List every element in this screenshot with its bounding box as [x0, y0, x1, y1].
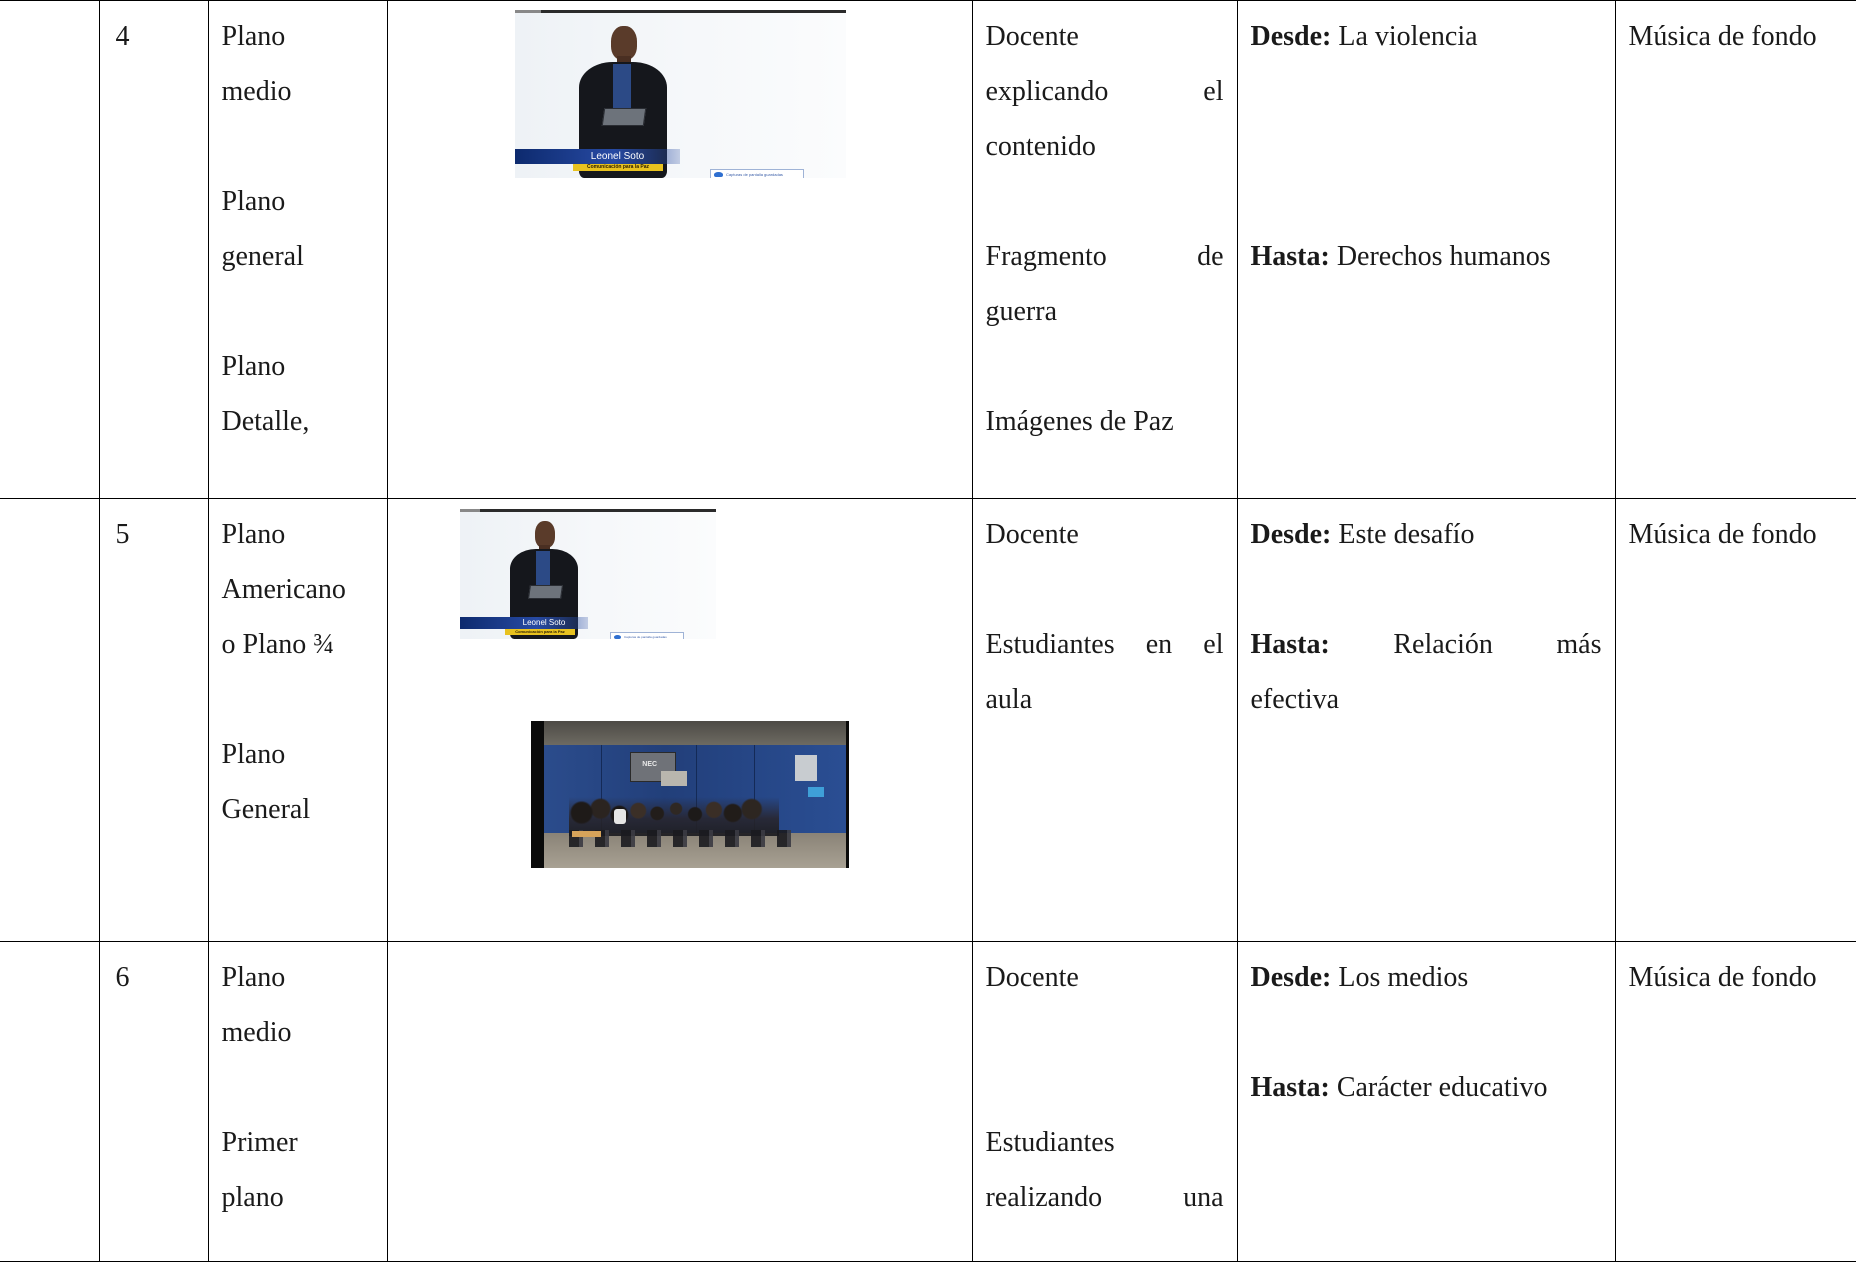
projector: [661, 771, 686, 786]
description-text: Docente: [985, 21, 1079, 52]
description-line: [986, 617, 1224, 672]
scene-number-cell: [99, 942, 208, 1262]
description-text: Docente: [985, 519, 1079, 550]
storyboard-row-5: [0, 499, 1856, 942]
shot-type-text: Americano: [221, 574, 346, 605]
to-value: Carácter educativo: [1329, 1072, 1548, 1103]
text-range-to: [1251, 617, 1602, 672]
shot-type-text: Plano: [221, 21, 286, 52]
shot-type-text: medio: [221, 1017, 292, 1048]
shot-type-text: Plano: [221, 739, 286, 770]
row-gutter: [0, 1, 99, 499]
description-word: en: [1145, 629, 1173, 660]
text-range-cell: [1237, 1, 1615, 499]
shot-type-cell: [208, 942, 387, 1262]
presenter-name: Leonel Soto: [590, 151, 645, 162]
audio-cell: [1615, 499, 1856, 942]
shot-type-text: Plano: [221, 519, 286, 550]
shot-type-text: Primer: [221, 1127, 298, 1158]
text-range-from: [1251, 9, 1602, 64]
program-label-bar: [505, 629, 575, 635]
text-range-from: [1251, 507, 1602, 562]
shot-type-text: general: [221, 241, 304, 272]
screenshot-saved-toast: [610, 632, 684, 639]
shot-type-cell: [208, 499, 387, 942]
description-line: [986, 1170, 1224, 1225]
description-word: el: [1203, 76, 1224, 107]
description-word: una: [1183, 1182, 1224, 1213]
scene-number: 5: [115, 519, 130, 550]
description-word: el: [1203, 629, 1224, 660]
toast-text: Capturas de pantalla guardadas: [624, 634, 667, 639]
audio-text: Música de fondo: [1628, 519, 1817, 550]
to-label: Hasta:: [1250, 1072, 1330, 1103]
audio-cell: [1615, 942, 1856, 1262]
from-label: Desde:: [1250, 519, 1332, 550]
monitor: [808, 787, 824, 797]
description-text: aula: [985, 684, 1033, 715]
from-value: La violencia: [1331, 21, 1478, 52]
shot-type-text: o Plano ¾: [221, 629, 335, 660]
scene-number: 4: [115, 21, 130, 52]
to-label: Hasta:: [1250, 629, 1330, 660]
to-value-continued: efectiva: [1250, 684, 1340, 715]
text-range-cell: [1237, 942, 1615, 1262]
shot-type-text: General: [221, 794, 311, 825]
shot-type-text: Detalle,: [221, 406, 310, 437]
text-range-to: [1251, 1060, 1602, 1115]
audio-cell: [1615, 1, 1856, 499]
from-value: Este desafío: [1331, 519, 1475, 550]
to-value-word: Relación: [1393, 629, 1493, 660]
presenter-name-bar: [515, 149, 680, 164]
shot-type-text: Plano: [221, 186, 286, 217]
to-value-word: más: [1556, 629, 1602, 660]
row-gutter: [0, 942, 99, 1262]
screenshot-saved-toast: [710, 169, 804, 178]
audio-text: Música de fondo: [1628, 21, 1817, 52]
description-cell: [972, 942, 1237, 1262]
toast-text: Capturas de pantalla guardadas: [726, 172, 783, 177]
description-word: realizando: [985, 1182, 1103, 1213]
description-text: contenido: [985, 131, 1096, 162]
description-text: Docente: [985, 962, 1079, 993]
shot-type-text: medio: [221, 76, 292, 107]
video-top-bar: [515, 10, 846, 13]
from-label: Desde:: [1250, 21, 1332, 52]
presenter-video-still: [515, 10, 846, 178]
description-line: [986, 229, 1224, 284]
description-word: de: [1197, 241, 1224, 272]
program-label: Comunicación para la Paz: [515, 629, 565, 634]
description-cell: [972, 499, 1237, 942]
scene-number-cell: [99, 499, 208, 942]
description-word: Estudiantes: [985, 629, 1115, 660]
cloud-icon: [714, 172, 723, 177]
program-label: Comunicación para la Paz: [587, 164, 649, 170]
text-range-from: [1251, 950, 1602, 1005]
scene-number-cell: [99, 1, 208, 499]
shot-type-text: Plano: [221, 351, 286, 382]
to-label: Hasta:: [1250, 241, 1330, 272]
program-label-bar: [573, 164, 663, 171]
from-label: Desde:: [1250, 962, 1332, 993]
shot-type-text: plano: [221, 1182, 284, 1213]
description-word: Fragmento: [985, 241, 1107, 272]
storyboard-row-6: [0, 942, 1856, 1262]
presenter-video-still: [460, 509, 716, 639]
description-cell: [972, 1, 1237, 499]
scene-number: 6: [115, 962, 130, 993]
description-text: Estudiantes: [985, 1127, 1115, 1158]
text-range-cell: [1237, 499, 1615, 942]
classroom-photo: [531, 721, 849, 868]
shot-type-text: Plano: [221, 962, 286, 993]
audio-text: Música de fondo: [1628, 962, 1817, 993]
storyboard-row-4: [0, 1, 1856, 499]
description-word: explicando: [985, 76, 1109, 107]
shot-type-cell: [208, 1, 387, 499]
cloud-icon: [614, 635, 621, 639]
from-value: Los medios: [1331, 962, 1469, 993]
text-range-to: [1251, 229, 1602, 284]
row-gutter: [0, 499, 99, 942]
image-cell: [387, 942, 972, 1262]
description-text: guerra: [985, 296, 1058, 327]
projector-brand: NEC: [642, 760, 658, 768]
description-text: Imágenes de Paz: [985, 406, 1174, 437]
presenter-name: Leonel Soto: [522, 618, 566, 627]
description-line: [986, 64, 1224, 119]
presenter-name-bar: [460, 617, 588, 629]
to-value: Derechos humanos: [1329, 241, 1551, 272]
video-top-bar: [460, 509, 716, 512]
